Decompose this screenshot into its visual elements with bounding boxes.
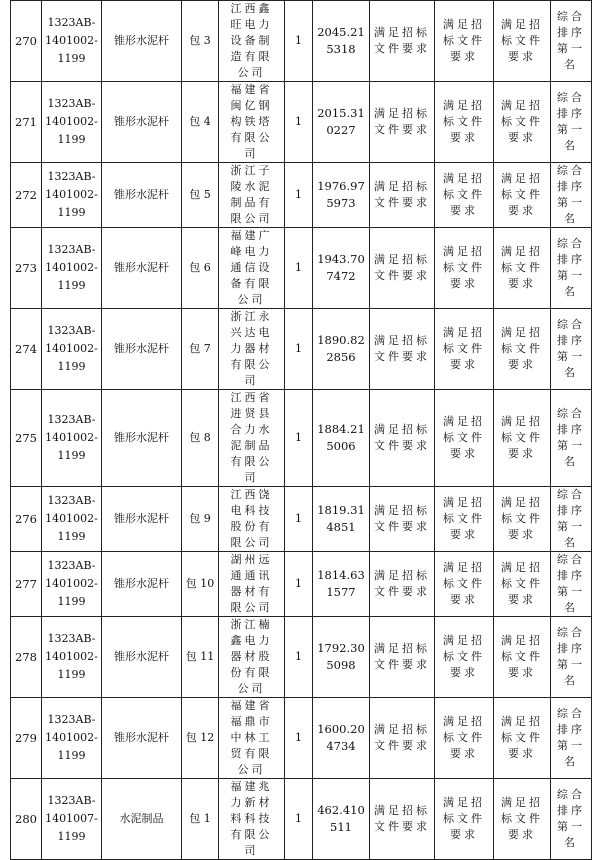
row-number: 271 [15,115,37,129]
technical-review-cell [435,552,494,617]
vendor-name: 湖州远通通讯器材有限公司 [230,553,273,614]
vendor-name-cell [219,779,285,860]
commercial-review-cell [494,1,551,82]
commercial-review-cell [494,163,551,228]
technical-review: 满足招标文件要求 [443,634,485,679]
table-row [11,1,592,82]
technical-review: 满足招标文件要求 [443,326,485,371]
ranking-result-cell [551,390,592,487]
commercial-review-cell [494,309,551,390]
vendor-name-cell [219,698,285,779]
technical-review: 满足招标文件要求 [443,172,485,217]
row-number: 274 [15,342,37,356]
package-number: 包 4 [189,115,211,128]
qualification-review-cell [370,390,435,487]
quantity-cell [285,698,313,779]
qualification-review: 满足招标文件要求 [374,180,430,209]
item-code: 1323AB-1401002-1199 [45,632,98,681]
bid-price-cell [313,779,370,860]
technical-review-cell [435,617,494,698]
commercial-review-cell [494,698,551,779]
quantity-cell [285,1,313,82]
qualification-review: 满足招标文件要求 [374,334,430,363]
commercial-review: 满足招标文件要求 [501,796,543,841]
vendor-name: 福建广峰电力通信设备有限公司 [230,229,273,306]
vendor-name-cell [219,163,285,228]
quantity-cell [285,617,313,698]
quantity: 1 [295,512,302,525]
bid-price: 1884.215006 [317,422,365,453]
item-code-cell [42,779,102,860]
quantity-cell [285,309,313,390]
item-code: 1323AB-1401002-1199 [45,324,98,373]
technical-review: 满足招标文件要求 [443,715,485,760]
technical-review-cell [435,1,494,82]
ranking-result-cell [551,552,592,617]
row-number-cell [11,82,42,163]
qualification-review-cell [370,228,435,309]
vendor-name-cell [219,487,285,552]
ranking-result: 综合排序第一名 [557,788,585,849]
bid-price: 2045.215318 [317,25,365,56]
ranking-result-cell [551,163,592,228]
item-code: 1323AB-1401002-1199 [45,97,98,146]
qualification-review-cell [370,82,435,163]
item-name: 锥形水泥杆 [114,577,169,590]
item-code-cell [42,390,102,487]
package-number: 包 12 [185,731,215,744]
package-number-cell [182,228,219,309]
item-name: 锥形水泥杆 [114,731,169,744]
item-name: 锥形水泥杆 [114,34,169,47]
table-row [11,390,592,487]
technical-review: 满足招标文件要求 [443,796,485,841]
item-name: 锥形水泥杆 [114,342,169,355]
row-number-cell [11,309,42,390]
package-number-cell [182,779,219,860]
item-code-cell [42,82,102,163]
vendor-name: 福建省闽亿钢构铁塔有限公司 [230,83,273,160]
table-row [11,163,592,228]
item-name-cell [102,309,182,390]
vendor-name: 江西鑫旺电力设备制造有限公司 [230,2,273,79]
item-code-cell [42,617,102,698]
row-number: 279 [15,731,37,745]
package-number: 包 1 [189,812,211,825]
technical-review-cell [435,487,494,552]
item-name: 锥形水泥杆 [114,261,169,274]
quantity: 1 [295,431,302,444]
vendor-name-cell [219,228,285,309]
table-row [11,779,592,860]
qualification-review-cell [370,552,435,617]
ranking-result-cell [551,487,592,552]
item-code-cell [42,1,102,82]
item-code-cell [42,309,102,390]
table-row [11,228,592,309]
item-name-cell [102,82,182,163]
vendor-name: 浙江永兴达电力器材有限公司 [230,310,273,387]
vendor-name-cell [219,1,285,82]
qualification-review-cell [370,163,435,228]
technical-review-cell [435,779,494,860]
qualification-review: 满足招标文件要求 [374,26,430,55]
technical-review-cell [435,228,494,309]
bid-price-cell [313,1,370,82]
row-number-cell [11,698,42,779]
bid-price-cell [313,617,370,698]
commercial-review: 满足招标文件要求 [501,245,543,290]
quantity-cell [285,487,313,552]
item-code: 1323AB-1401002-1199 [45,16,98,65]
row-number-cell [11,163,42,228]
bid-results-table [10,0,592,860]
bid-price: 1814.631577 [317,568,365,599]
item-name-cell [102,617,182,698]
commercial-review: 满足招标文件要求 [501,18,543,63]
vendor-name: 福建省福鼎市中林工贸有限公司 [230,699,273,776]
row-number-cell [11,390,42,487]
quantity-cell [285,390,313,487]
commercial-review-cell [494,228,551,309]
qualification-review-cell [370,487,435,552]
quantity-cell [285,163,313,228]
vendor-name: 江西省进贤县合力水泥制品有限公司 [230,391,273,484]
item-name: 锥形水泥杆 [114,188,169,201]
technical-review: 满足招标文件要求 [443,18,485,63]
package-number-cell [182,390,219,487]
package-number: 包 3 [189,34,211,47]
bid-price-cell [313,390,370,487]
bid-price: 1890.822856 [317,333,365,364]
item-code: 1323AB-1401002-1199 [45,494,98,543]
technical-review-cell [435,163,494,228]
item-code-cell [42,163,102,228]
table-row [11,487,592,552]
row-number: 278 [15,650,37,664]
qualification-review: 满足招标文件要求 [374,504,430,533]
commercial-review-cell [494,82,551,163]
technical-review-cell [435,390,494,487]
package-number-cell [182,1,219,82]
commercial-review-cell [494,487,551,552]
ranking-result: 综合排序第一名 [557,707,585,768]
ranking-result-cell [551,82,592,163]
vendor-name: 浙江楠鑫电力器材股份有限公司 [230,618,273,695]
qualification-review: 满足招标文件要求 [374,569,430,598]
quantity: 1 [295,261,302,274]
qualification-review-cell [370,1,435,82]
table-row [11,552,592,617]
qualification-review-cell [370,698,435,779]
package-number: 包 5 [189,188,211,201]
technical-review-cell [435,698,494,779]
bid-price: 1600.204734 [317,722,365,753]
row-number: 273 [15,261,37,275]
item-name-cell [102,390,182,487]
quantity: 1 [295,342,302,355]
package-number: 包 8 [189,431,211,444]
package-number-cell [182,617,219,698]
package-number: 包 9 [189,512,211,525]
qualification-review-cell [370,309,435,390]
ranking-result: 综合排序第一名 [557,164,585,225]
item-code-cell [42,552,102,617]
row-number: 280 [15,812,37,826]
item-name-cell [102,163,182,228]
technical-review: 满足招标文件要求 [443,99,485,144]
item-name: 锥形水泥杆 [114,115,169,128]
ranking-result-cell [551,617,592,698]
item-name-cell [102,779,182,860]
qualification-review: 满足招标文件要求 [374,642,430,671]
row-number-cell [11,228,42,309]
ranking-result-cell [551,698,592,779]
ranking-result-cell [551,1,592,82]
row-number-cell [11,1,42,82]
package-number-cell [182,82,219,163]
qualification-review: 满足招标文件要求 [374,423,430,452]
table-row [11,82,592,163]
commercial-review: 满足招标文件要求 [501,715,543,760]
package-number: 包 10 [185,577,215,590]
bid-price: 1819.314851 [317,503,365,534]
commercial-review: 满足招标文件要求 [501,496,543,541]
ranking-result: 综合排序第一名 [557,237,585,298]
quantity: 1 [295,812,302,825]
bid-price-cell [313,228,370,309]
quantity: 1 [295,188,302,201]
table-body [11,1,592,860]
row-number: 276 [15,512,37,526]
commercial-review: 满足招标文件要求 [501,172,543,217]
technical-review: 满足招标文件要求 [443,245,485,290]
package-number-cell [182,698,219,779]
item-name-cell [102,487,182,552]
vendor-name: 浙江子陵水泥制品有限公司 [230,164,273,225]
row-number: 270 [15,34,37,48]
quantity-cell [285,779,313,860]
quantity-cell [285,552,313,617]
item-code-cell [42,487,102,552]
vendor-name-cell [219,82,285,163]
package-number: 包 6 [189,261,211,274]
qualification-review-cell [370,617,435,698]
row-number-cell [11,487,42,552]
commercial-review-cell [494,779,551,860]
bid-price: 1943.707472 [317,252,365,283]
quantity: 1 [295,731,302,744]
technical-review: 满足招标文件要求 [443,496,485,541]
table-row [11,617,592,698]
row-number: 272 [15,188,37,202]
package-number-cell [182,163,219,228]
bid-price: 2015.310227 [317,106,365,137]
row-number-cell [11,617,42,698]
bid-price-cell [313,309,370,390]
package-number-cell [182,552,219,617]
bid-price-cell [313,552,370,617]
item-code: 1323AB-1401002-1199 [45,243,98,292]
vendor-name-cell [219,617,285,698]
vendor-name-cell [219,309,285,390]
technical-review: 满足招标文件要求 [443,561,485,606]
package-number: 包 7 [189,342,211,355]
package-number-cell [182,487,219,552]
bid-price-cell [313,163,370,228]
commercial-review-cell [494,390,551,487]
item-name-cell [102,698,182,779]
table-row [11,309,592,390]
ranking-result: 综合排序第一名 [557,488,585,549]
technical-review-cell [435,82,494,163]
quantity: 1 [295,577,302,590]
package-number-cell [182,309,219,390]
item-name: 锥形水泥杆 [114,512,169,525]
item-name-cell [102,552,182,617]
item-code-cell [42,228,102,309]
qualification-review: 满足招标文件要求 [374,723,430,752]
ranking-result-cell [551,309,592,390]
vendor-name: 福建兆力新材料科技有限公司 [230,780,273,857]
ranking-result: 综合排序第一名 [557,318,585,379]
item-name-cell [102,1,182,82]
commercial-review: 满足招标文件要求 [501,634,543,679]
bid-price: 1976.975973 [317,179,365,210]
commercial-review: 满足招标文件要求 [501,99,543,144]
ranking-result-cell [551,228,592,309]
vendor-name-cell [219,552,285,617]
ranking-result: 综合排序第一名 [557,626,585,687]
commercial-review: 满足招标文件要求 [501,415,543,460]
item-code: 1323AB-1401002-1199 [45,413,98,462]
quantity-cell [285,82,313,163]
item-code: 1323AB-1401002-1199 [45,559,98,608]
ranking-result-cell [551,779,592,860]
package-number: 包 11 [185,650,215,663]
qualification-review: 满足招标文件要求 [374,253,430,282]
ranking-result: 综合排序第一名 [557,407,585,468]
item-code-cell [42,698,102,779]
qualification-review: 满足招标文件要求 [374,804,430,833]
row-number-cell [11,779,42,860]
quantity: 1 [295,115,302,128]
ranking-result: 综合排序第一名 [557,553,585,614]
quantity: 1 [295,34,302,47]
item-name: 锥形水泥杆 [114,650,169,663]
quantity: 1 [295,650,302,663]
item-name-cell [102,228,182,309]
commercial-review: 满足招标文件要求 [501,326,543,371]
commercial-review-cell [494,552,551,617]
row-number-cell [11,552,42,617]
row-number: 277 [15,577,37,591]
bid-price: 462.410511 [317,803,365,834]
commercial-review-cell [494,617,551,698]
commercial-review: 满足招标文件要求 [501,561,543,606]
bid-price: 1792.305098 [317,641,365,672]
vendor-name-cell [219,390,285,487]
technical-review: 满足招标文件要求 [443,415,485,460]
ranking-result: 综合排序第一名 [557,10,585,71]
ranking-result: 综合排序第一名 [557,91,585,152]
table-row [11,698,592,779]
item-code: 1323AB-1401002-1199 [45,170,98,219]
item-name: 水泥制品 [119,812,164,825]
row-number: 275 [15,431,37,445]
qualification-review: 满足招标文件要求 [374,107,430,136]
bid-price-cell [313,698,370,779]
vendor-name: 江西饶电科技股份有限公司 [230,488,273,549]
bid-price-cell [313,82,370,163]
quantity-cell [285,228,313,309]
item-name: 锥形水泥杆 [114,431,169,444]
bid-price-cell [313,487,370,552]
item-code: 1323AB-1401007-1199 [45,794,98,843]
technical-review-cell [435,309,494,390]
item-code: 1323AB-1401002-1199 [45,713,98,762]
qualification-review-cell [370,779,435,860]
